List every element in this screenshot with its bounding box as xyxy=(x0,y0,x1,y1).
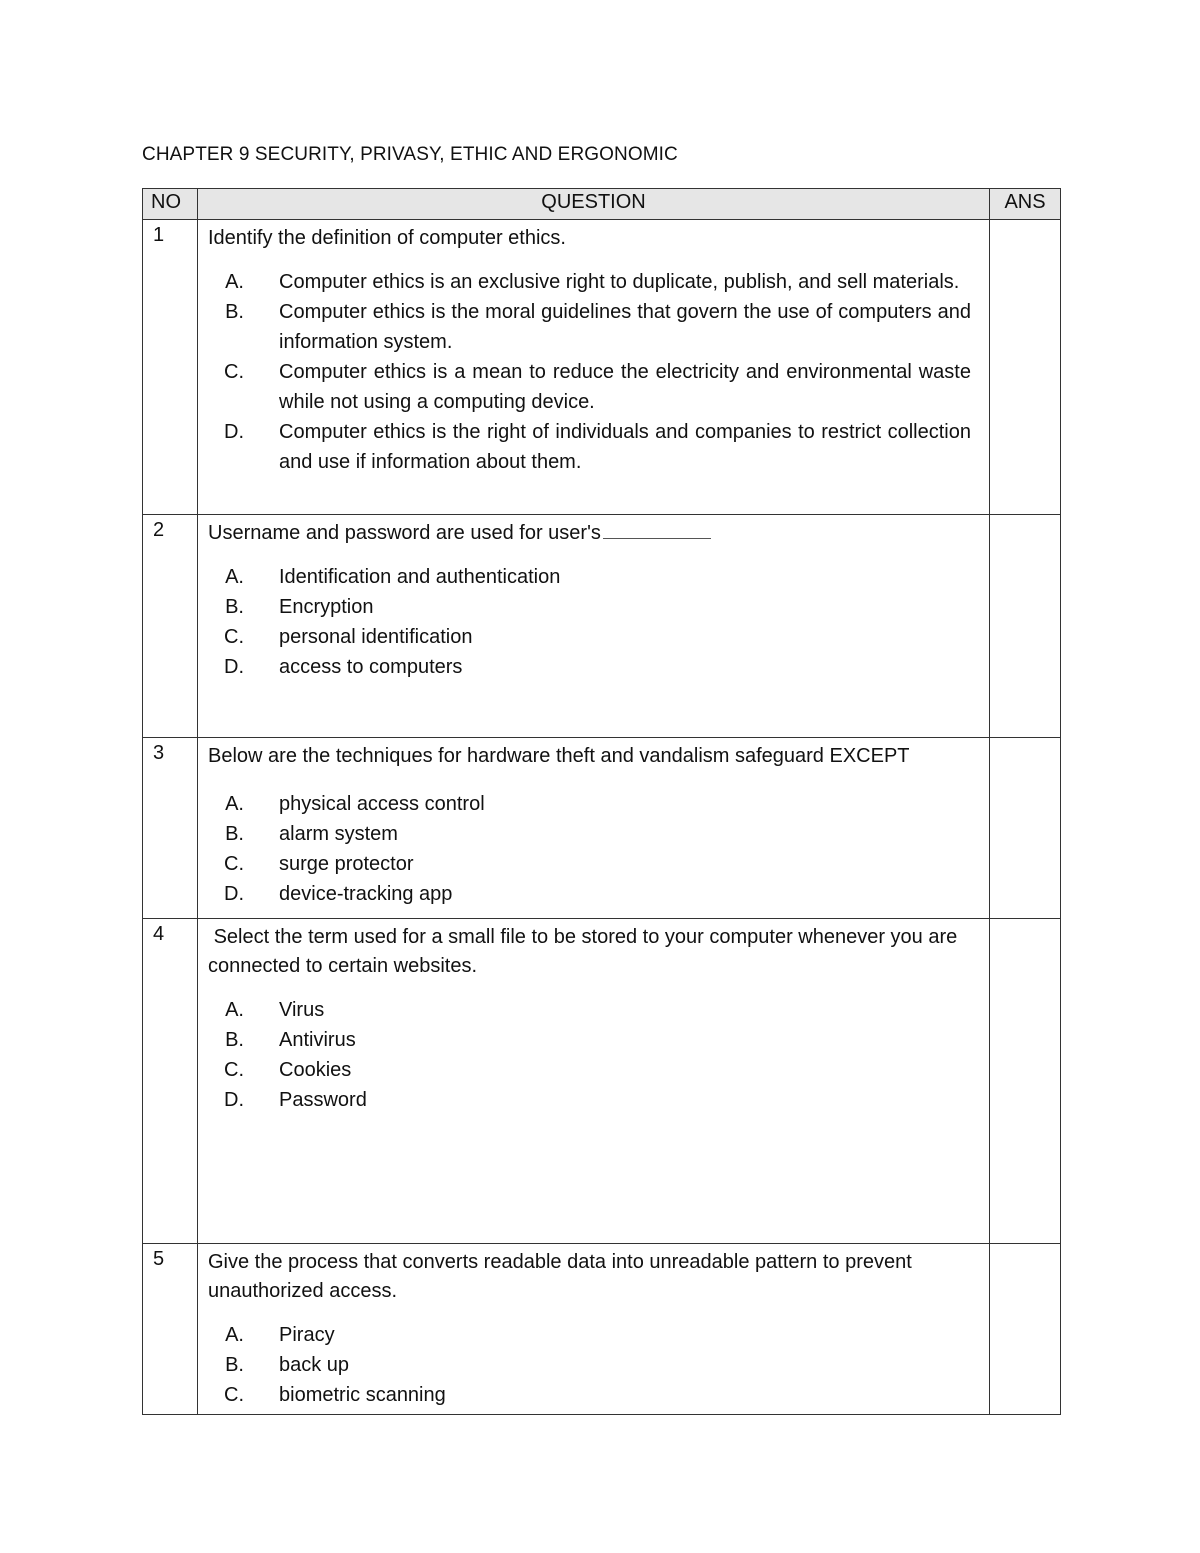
table-row xyxy=(143,515,1061,738)
option-letter: D. xyxy=(224,1089,244,1111)
option-letter: C. xyxy=(224,626,244,648)
option-text: physical access control xyxy=(279,793,485,815)
question-number: 3 xyxy=(143,738,198,919)
question-cell xyxy=(198,1244,990,1415)
option-item xyxy=(208,789,971,819)
option-letter: D. xyxy=(224,656,244,678)
option-text: Encryption xyxy=(279,596,374,618)
question-table xyxy=(142,188,1061,1415)
option-item xyxy=(208,879,971,909)
option-letter: C. xyxy=(224,1059,244,1081)
header-question: QUESTION xyxy=(198,189,990,220)
option-text: personal identification xyxy=(279,626,473,648)
fill-in-blank xyxy=(603,538,711,539)
option-text: Virus xyxy=(279,999,325,1021)
option-item xyxy=(208,1350,971,1380)
option-text: back up xyxy=(279,1354,350,1376)
option-letter: B. xyxy=(225,596,244,618)
question-stem: Select the term used for a small file to be stored to your computer whenever you are connected to certain websites. xyxy=(208,926,963,977)
option-item xyxy=(208,995,971,1025)
question-number: 5 xyxy=(143,1244,198,1415)
option-text: Identification and authentication xyxy=(279,566,561,588)
option-item xyxy=(208,1025,971,1055)
option-letter: B. xyxy=(225,301,244,323)
option-item xyxy=(208,417,971,477)
option-text: alarm system xyxy=(279,823,398,845)
answer-cell[interactable] xyxy=(990,919,1061,1244)
option-letter: A. xyxy=(225,271,244,293)
question-number: 1 xyxy=(143,220,198,515)
option-text: device-tracking app xyxy=(279,883,453,905)
option-item xyxy=(208,592,971,622)
option-letter: A. xyxy=(225,793,244,815)
answer-cell[interactable] xyxy=(990,515,1061,738)
option-list xyxy=(208,562,971,682)
option-letter: D. xyxy=(224,883,244,905)
option-item xyxy=(208,1055,971,1085)
option-item xyxy=(208,652,971,682)
answer-cell[interactable] xyxy=(990,1244,1061,1415)
option-text: Computer ethics is a mean to reduce the electricity and environmental waste while not using a computing device. xyxy=(279,361,971,413)
header-no: NO xyxy=(143,189,198,220)
option-letter: A. xyxy=(225,999,244,1021)
option-item xyxy=(208,267,971,297)
option-letter: B. xyxy=(225,823,244,845)
option-list xyxy=(208,267,971,477)
option-text: surge protector xyxy=(279,853,414,875)
table-row xyxy=(143,919,1061,1244)
option-letter: B. xyxy=(225,1029,244,1051)
question-stem-wrapper xyxy=(208,519,971,548)
table-row xyxy=(143,220,1061,515)
option-text: Antivirus xyxy=(279,1029,356,1051)
option-text: biometric scanning xyxy=(279,1384,446,1406)
option-text: access to computers xyxy=(279,656,463,678)
option-list xyxy=(208,1320,971,1410)
option-letter: C. xyxy=(224,1384,244,1406)
option-item xyxy=(208,1085,971,1115)
option-text: Cookies xyxy=(279,1059,352,1081)
option-text: Computer ethics is an exclusive right to duplicate, publish, and sell materials. xyxy=(279,271,960,293)
question-stem: Give the process that converts readable data into unreadable pattern to prevent unauthorized access. xyxy=(208,1251,912,1302)
option-item xyxy=(208,622,971,652)
option-text: Computer ethics is the right of individuals and companies to restrict collection and use if information about them. xyxy=(279,421,971,473)
question-cell xyxy=(198,738,990,919)
table-row xyxy=(143,1244,1061,1415)
question-cell xyxy=(198,515,990,738)
option-letter: D. xyxy=(224,421,244,443)
question-stem: Below are the techniques for hardware theft and vandalism safeguard EXCEPT xyxy=(208,745,910,767)
option-item xyxy=(208,819,971,849)
option-item xyxy=(208,297,971,357)
question-stem: Identify the definition of computer ethics. xyxy=(208,227,566,249)
option-item xyxy=(208,1320,971,1350)
question-stem: Username and password are used for user's xyxy=(208,522,601,544)
option-letter: B. xyxy=(225,1354,244,1376)
table-row xyxy=(143,738,1061,919)
answer-cell[interactable] xyxy=(990,220,1061,515)
question-number: 2 xyxy=(143,515,198,738)
option-text: Password xyxy=(279,1089,367,1111)
option-list xyxy=(208,789,971,909)
option-item xyxy=(208,849,971,879)
option-item xyxy=(208,562,971,592)
option-letter: A. xyxy=(225,1324,244,1346)
question-cell xyxy=(198,919,990,1244)
option-letter: A. xyxy=(225,566,244,588)
table-header-row xyxy=(143,189,1061,220)
option-item xyxy=(208,357,971,417)
option-text: Piracy xyxy=(279,1324,335,1346)
option-item xyxy=(208,1380,971,1410)
option-list xyxy=(208,995,971,1115)
question-cell xyxy=(198,220,990,515)
option-text: Computer ethics is the moral guidelines that govern the use of computers and information system. xyxy=(279,301,971,353)
question-number: 4 xyxy=(143,919,198,1244)
option-letter: C. xyxy=(224,361,244,383)
header-ans: ANS xyxy=(990,189,1061,220)
option-letter: C. xyxy=(224,853,244,875)
page-title: CHAPTER 9 SECURITY, PRIVASY, ETHIC AND ERGONOMIC xyxy=(142,144,678,165)
answer-cell[interactable] xyxy=(990,738,1061,919)
